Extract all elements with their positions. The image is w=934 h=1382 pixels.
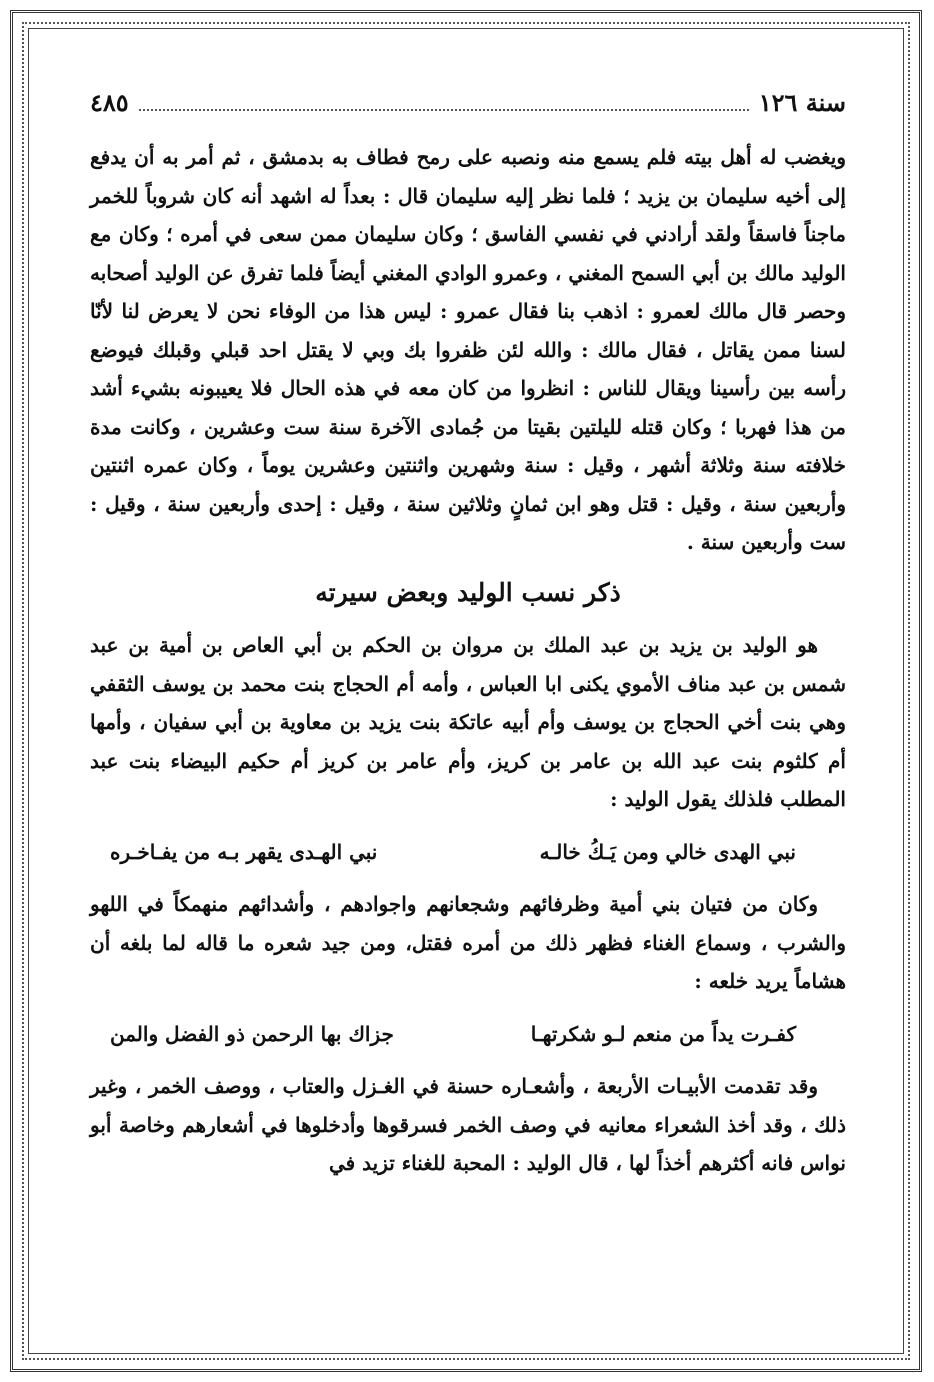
header-dotted-rule [139, 95, 749, 111]
paragraph-2: هو الوليد بن يزيد بن عبد الملك بن مروان بن الحكم بن أبي العاص بن أمية بن عبد شمس بن عبد مناف الأموي يكنى ابا العباس ، وأمه أم الحجاج بنت محمد بن يوسف الثقفي وهي بنت أخي الحجاج بن يوسف وأم أبيه عاتكة بنت يزيد بن معاوية بن أبي سفيان ، وأمها أم كلثوم بنت عبد الله بن عامر بن كريز، وأم عامر بن كريز أم حكيم البيضاء بنت عبد المطلب فلذلك يقول الوليد : [90, 633, 846, 811]
paragraph-1: ويغضب له أهل بيته فلم يسمع منه ونصبه على رمح فطاف به بدمشق ، ثم أمر به أن يدفع إلى أخيه سليمان بن يزيد ؛ فلما نظر إليه سليمان قال : بعداً له اشهد أنه كان شروباً للخمر ماجناً فاسقاً ولقد أرادني في نفسي الفاسق ؛ وكان سليمان ممن سعى في أمره ؛ وكان مع الوليد مالك بن أبي السمح المغني ، وعمرو الوادي المغني أيضاً فلما تفرق عن الوليد أصحابه وحصر قال مالك لعمرو : اذهب بنا فقال عمرو : ليس هذا من الوفاء نحن لا يعرض لنا لأنّا لسنا ممن يقاتل ، فقال مالك : والله لئن ظفروا بك وبي لا يقتل احد قبلي وقبلك فيوضع رأسه بين رأسينا ويقال للناس : انظروا من كان معه في هذه الحال فلا يعيبونه بشيء أشد من هذا فهربا ؛ وكان قتله لليلتين بقيتا من جُمادى الآخرة سنة ست وعشرين ، وكانت مدة خلافته سنة وثلاثة أشهر ، وقيل : سنة وشهرين واثنتين وعشرين يوماً ، وكان عمره اثنتين وأربعين سنة ، وقيل : قتل وهو ابن ثمانٍ وثلاثين سنة ، وقيل : إحدى وأربعين سنة ، وقيل : ست وأربعين سنة . [90, 145, 847, 554]
verse-1-second-hemistich: نبي الهـدى يقهر بـه من يفـاخـره [110, 839, 378, 864]
page-header [90, 88, 846, 122]
page-body [90, 138, 846, 1183]
paragraph-4: وقد تقدمت الأبيـات الأربعة ، وأشعـاره حسنة في الغـزل والعتاب ، ووصف الخمر ، وغير ذلك ، وقد أخذ الشعراء معانيه في وصف الخمر فسرقوها وأدخلوها في أشعارهم وخاصة أبو نواس فانه أكثرهم أخذاً لها ، قال الوليد : المحبة للغناء تزيد في [90, 1074, 846, 1175]
paragraph-3: وكان من فتيان بني أمية وظرفائهم وشجعانهم واجوادهم ، وأشدائهم منهمكاً في اللهو والشرب ، وسماع الغناء فظهر ذلك من أمره فقتل، ومن جيد شعره ما قاله لما بلغه أن هشاماً يريد خلعه : [90, 892, 846, 993]
section-title: ذكر نسب الوليد وبعض سيرته [315, 577, 621, 607]
verse-2-second-hemistich: جزاك بها الرحمن ذو الفضل والمن [110, 1021, 394, 1046]
header-year: سنة ١٢٦ [758, 88, 846, 117]
page-number: ٤٨٥ [90, 88, 129, 117]
verse-2 [90, 1015, 846, 1054]
verse-2-first-hemistich: كفـرت يداً من منعم لـو شكرتهـا [530, 1021, 796, 1046]
verse-1-first-hemistich: نبي الهدى خالي ومن يَـكُ خالـه [539, 839, 796, 864]
verse-1 [90, 833, 846, 872]
